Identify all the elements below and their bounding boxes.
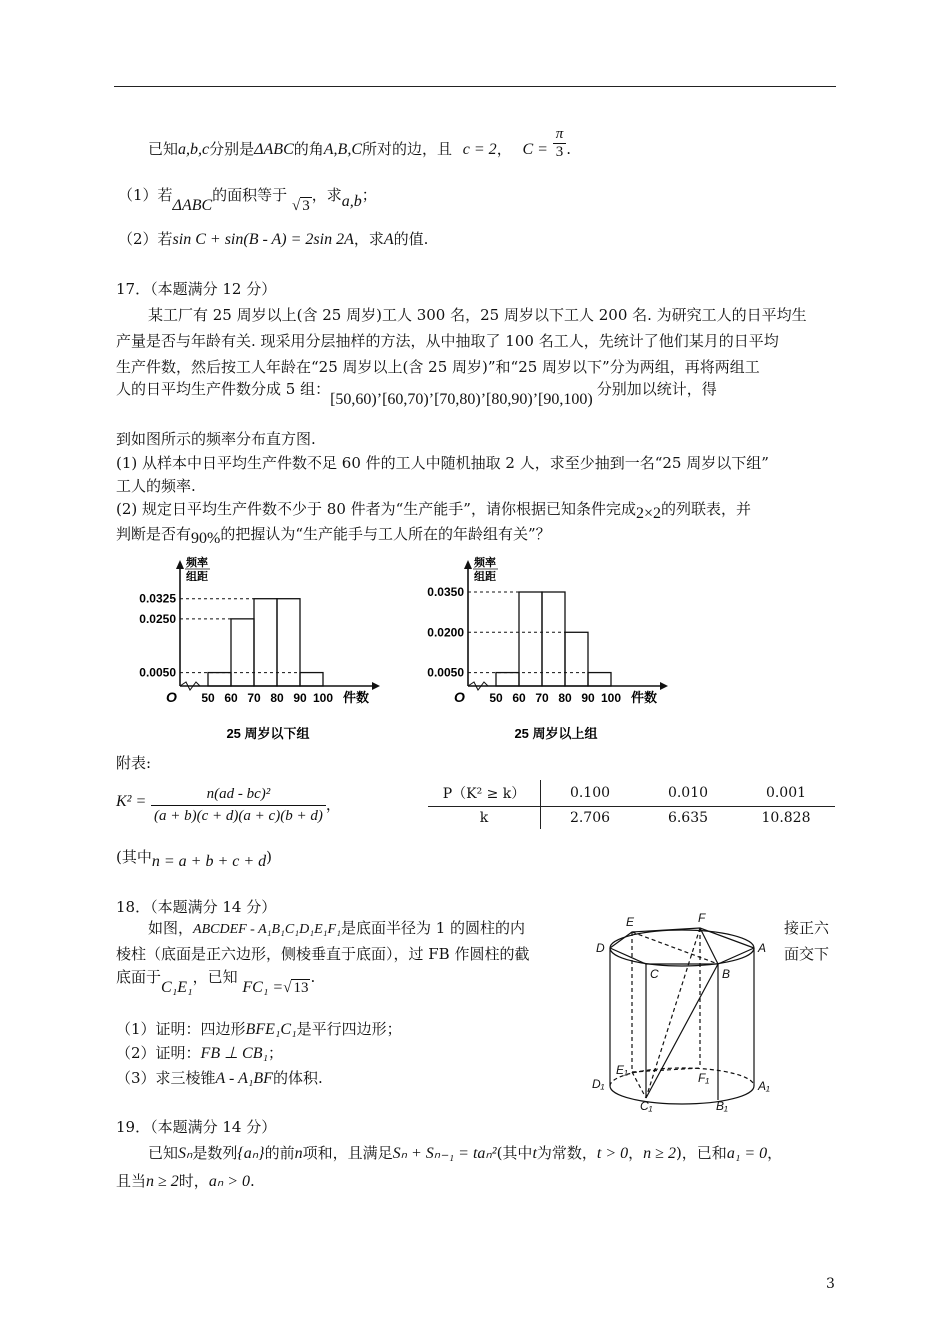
segment-e1f1	[632, 1068, 700, 1072]
x-tick-label: 50	[201, 691, 215, 705]
vertex-label: B	[722, 967, 731, 981]
top-rule	[114, 86, 836, 87]
table-cell: 0.001	[737, 780, 835, 807]
bottom-ellipse-front	[610, 1086, 754, 1104]
vertex-label: A	[758, 941, 767, 955]
y-tick-label: 0.0050	[139, 665, 176, 680]
x-tick-label: 90	[293, 691, 307, 705]
table-cell: 2.706	[569, 810, 611, 826]
histogram-bar	[519, 592, 542, 686]
y-axis-label-bottom: 组距	[474, 571, 496, 583]
x-tick-label: 80	[270, 691, 284, 705]
q19-line2: 且当n ≥ 2时，aₙ > 0.	[116, 1172, 255, 1190]
vertex-label: D	[596, 941, 605, 955]
table-cell: 6.635	[667, 810, 709, 826]
q18-part3: （3）求三棱锥A - A₁BF的体积.	[116, 1069, 323, 1087]
q19-line1: 已知Sₙ是数列{aₙ}的前n项和，且满足Sₙ + Sₙ₋₁ = taₙ²(其中t为常数，t > 0，n ≥ 2)，已和a₁ = 0，	[148, 1144, 783, 1162]
q18-line1: 如图，ABCDEF - A₁B₁C₁D₁E₁F₁是底面半径为 1 的圆柱的内	[148, 919, 526, 937]
table-cell: 0.010	[639, 780, 737, 807]
vertex-label: F	[698, 912, 706, 925]
q17-part2-line2: 判断是否有90%的把握认为“生产能手与工人所在的年龄组有关”？	[116, 525, 551, 547]
y-tick-label: 0.0250	[139, 611, 176, 626]
origin-label: O	[166, 689, 177, 705]
x-axis-label: 件数	[630, 690, 658, 705]
q17-line5: 到如图所示的频率分布直方图.	[116, 430, 316, 448]
histogram-bar	[542, 592, 565, 686]
y-tick-label: 0.0350	[427, 585, 464, 599]
bottom-ellipse-back	[610, 1068, 754, 1086]
vertex-label: F₁	[698, 1071, 710, 1085]
q18-part1: （1）证明：四边形BFE₁C₁是平行四边形；	[116, 1020, 402, 1038]
vertex-label: C₁	[640, 1099, 653, 1112]
y-axis-label-bottom: 组距	[186, 571, 208, 583]
table-cell: P（K² ≥ k）	[428, 780, 541, 807]
origin-label: O	[454, 689, 465, 705]
critical-value-table	[428, 780, 835, 829]
q17-line4: 人的日平均生产件数分成 5 组：[50,60)’[60,70)’[70,80)’[80,90)’[90,100)分别加以统计，得	[116, 380, 717, 408]
vertex-label: B₁	[716, 1099, 728, 1112]
x-tick-label: 50	[489, 691, 503, 705]
histogram-bar	[231, 619, 254, 686]
x-tick-label: 60	[224, 691, 238, 705]
q18-line3: 底面于C₁E₁，已知 FC₁ =√ 13.	[116, 968, 316, 996]
histogram-under-25	[118, 552, 388, 752]
vertex-label: E₁	[616, 1063, 628, 1077]
table-cell: 0.100	[541, 780, 640, 807]
x-axis-label: 件数	[342, 690, 370, 705]
x-tick-label: 70	[535, 691, 549, 705]
y-axis-arrow	[464, 560, 472, 569]
q18-part2: （2）证明：FB ⊥ CB₁；	[116, 1044, 284, 1062]
q18-line1-tail: 接正六	[784, 919, 830, 937]
k2-where: (其中n = a + b + c + d)	[116, 848, 273, 870]
y-tick-label: 0.0200	[427, 625, 464, 640]
table-row	[428, 807, 835, 830]
q17-header: 17．（本题满分 12 分）	[116, 280, 277, 298]
q17-line3: 生产件数，然后按工人年龄在“25 周岁以上(含 25 周岁)”和“25 周岁以下”分为两组，再将两组工	[116, 358, 760, 376]
cylinder-prism-figure	[590, 912, 780, 1112]
table-cell: k	[428, 807, 541, 830]
histogram-bar	[496, 673, 519, 686]
q16-stem: 已知a,b,c分别是ΔABC的角A,B,C所对的边，且 c = 2， C = $\frac{\pi}{3}$ .	[148, 125, 572, 160]
q17-line2: 产量是否与年龄有关. 现采用分层抽样的方法，从中抽取了 100 名工人，先统计了他们某月的日平均	[116, 332, 779, 350]
y-tick-label: 0.0050	[427, 665, 464, 680]
q16-part2: （2）若sin C + sin(B - A) = 2sin 2A，求A的值.	[118, 230, 429, 248]
segment-eb	[632, 932, 718, 964]
y-axis-label-top: 频率	[474, 557, 496, 569]
q17-part1-line1: (1) 从样本中日平均生产件数不足 60 件的工人中随机抽取 2 人，求至少抽到一名“25 周岁以下组”	[116, 454, 769, 472]
q17-line1: 某工厂有 25 周岁以上(含 25 周岁)工人 300 名，25 周岁以下工人 200 名. 为研究工人的日平均生	[148, 306, 807, 324]
table-header-row	[428, 780, 835, 807]
vertex-label: E	[626, 915, 635, 929]
x-axis-arrow	[372, 682, 380, 690]
vertex-label: A₁	[758, 1079, 770, 1093]
pi-over-three: $\frac{\pi}{3}$	[553, 126, 567, 161]
histogram-over-25	[406, 552, 676, 752]
appendix-label: 附表:	[116, 754, 152, 772]
q17-part2-line1: (2) 规定日平均生产件数不少于 80 件者为“生产能手”，请你根据已知条件完成2×2的列联表，并	[116, 500, 752, 522]
q17-part1-line2: 工人的频率.	[116, 477, 196, 495]
x-tick-label: 70	[247, 691, 261, 705]
chart-title: 25 周岁以下组	[226, 726, 310, 741]
q19-header: 19．（本题满分 14 分）	[116, 1118, 277, 1136]
histogram-bar	[208, 673, 231, 686]
x-tick-label: 100	[600, 691, 622, 705]
y-axis-arrow	[176, 560, 184, 569]
x-axis-arrow	[660, 682, 668, 690]
histogram-bar	[300, 673, 323, 686]
histogram-bar	[588, 673, 611, 686]
q16-part1: （1）若ΔABC的面积等于 √ 3，求a,b；	[118, 186, 377, 214]
y-axis-label-top: 频率	[186, 557, 208, 569]
q18-line2-tail: 面交下	[784, 945, 830, 963]
k2-formula: K² = $\frac{\text{n(ad - bc)²}}{(a + b)(c + d)(a + c)(b + d)}$ ，	[116, 786, 341, 824]
x-tick-label: 90	[581, 691, 595, 705]
vertex-label: D₁	[592, 1077, 605, 1091]
page-number: 3	[826, 1276, 835, 1292]
hexagon-back	[610, 928, 754, 948]
segment-e1c1	[632, 1072, 646, 1098]
y-tick-label: 0.0325	[139, 591, 176, 606]
x-tick-label: 80	[558, 691, 572, 705]
q18-line2: 棱柱（底面是正六边形，侧棱垂直于底面），过 FB 作圆柱的截	[116, 945, 530, 963]
x-tick-label: 60	[512, 691, 526, 705]
x-tick-label: 100	[312, 691, 334, 705]
vertex-label: C	[650, 967, 659, 981]
histogram-bar	[565, 632, 588, 686]
chart-title: 25 周岁以上组	[514, 726, 598, 741]
q18-header: 18．（本题满分 14 分）	[116, 898, 277, 916]
table-cell: 10.828	[761, 810, 811, 826]
